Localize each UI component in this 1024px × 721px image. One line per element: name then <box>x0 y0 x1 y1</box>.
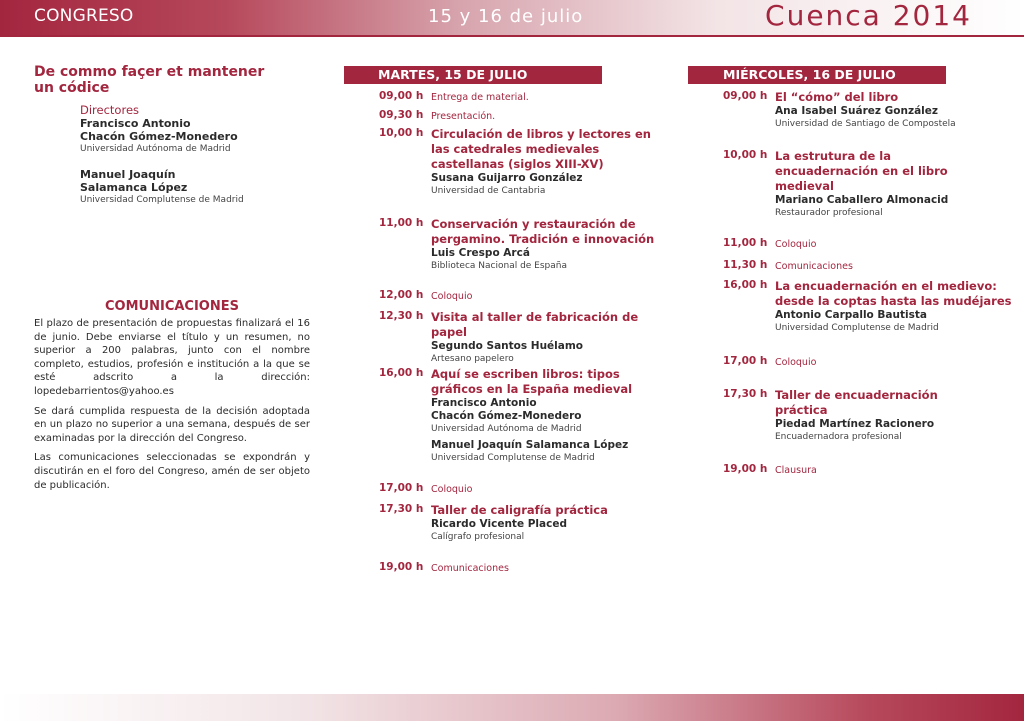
congress-dates: 15 y 16 de julio <box>428 6 584 27</box>
communications-section <box>34 299 310 498</box>
wednesday-heading: MIÉRCOLES, 16 DE JULIO <box>688 66 946 84</box>
header-banner <box>0 0 1024 37</box>
communications-paragraph: El plazo de presentación de propuestas finalizará el 16 de junio. Debe enviarse el título y un resumen, no superior a 200 palabras, junto con el nombre completo, estudios, profesión e institución a la que se esté adscrito a la dirección: lopedebarrientos@yahoo.es <box>34 318 310 397</box>
director: Francisco Antonio Chacón Gómez-Monedero Universidad Autónoma de Madrid <box>80 117 238 154</box>
course-title: De commo façer et mantener un códice <box>34 64 265 96</box>
communications-title: COMUNICACIONES <box>105 299 239 314</box>
director: Manuel Joaquín Salamanca López Universidad Complutense de Madrid <box>80 168 244 205</box>
congress-city-year: Cuenca 2014 <box>765 0 972 32</box>
footer-band <box>0 694 1024 721</box>
intro-column <box>34 64 310 206</box>
directors-block <box>80 103 310 206</box>
congress-label: CONGRESO <box>34 6 134 26</box>
communications-paragraph: Se dará cumplida respuesta de la decisión adoptada en un plazo no superior a una semana, después de ser examinadas por la dirección del Congreso. <box>34 405 310 444</box>
tuesday-heading: MARTES, 15 DE JULIO <box>344 66 602 84</box>
communications-paragraph: Las comunicaciones seleccionadas se expondrán y discutirán en el foro del Congreso, amén de ser objeto de publicación. <box>34 452 310 491</box>
directors-label: Directores <box>80 103 140 117</box>
